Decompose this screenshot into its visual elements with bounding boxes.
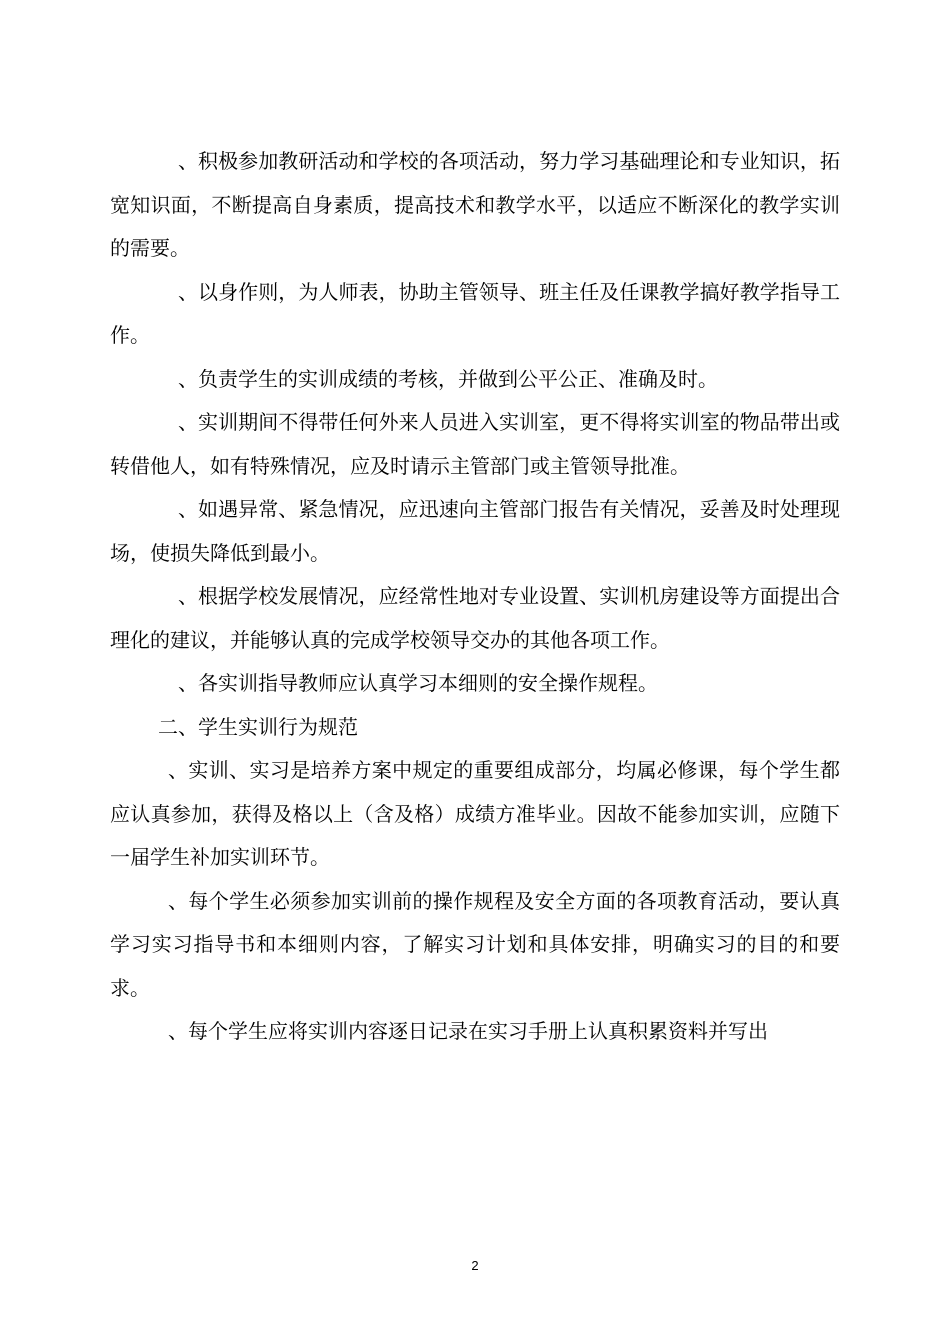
paragraph-teacher-assessment: 、负责学生的实训成绩的考核，并做到公平公正、准确及时。 <box>178 366 718 391</box>
paragraph-teacher-study: 、积极参加教研活动和学校的各项活动，努力学习基础理论和专业知识，拓宽知识面，不断提高自身素质，提高技术和教学水平，以适应不断深化的教学实训的需要。 <box>110 149 840 260</box>
paragraph-teacher-emergency: 、如遇异常、紧急情况，应迅速向主管部门报告有关情况，妥善及时处理现场，使损失降低到最小。 <box>110 497 840 565</box>
document-body <box>110 140 840 1054</box>
paragraph-teacher-visitors: 、实训期间不得带任何外来人员进入实训室，更不得将实训室的物品带出或转借他人，如有特殊情况，应及时请示主管部门或主管领导批准。 <box>110 410 840 478</box>
page-number: 2 <box>471 1258 479 1273</box>
section-heading-student-conduct: 二、学生实训行为规范 <box>158 714 358 739</box>
paragraph-teacher-safety: 、各实训指导教师应认真学习本细则的安全操作规程。 <box>178 671 658 695</box>
paragraph-student-required: 、实训、实习是培养方案中规定的重要组成部分，均属必修课，每个学生都应认真参加，获得及格以上（含及格）成绩方准毕业。因故不能参加实训，应随下一届学生补加实训环节。 <box>110 758 840 869</box>
paragraph-teacher-example: 、以身作则，为人师表，协助主管领导、班主任及任课教学搞好教学指导工作。 <box>110 279 840 347</box>
paragraph-teacher-suggestions: 、根据学校发展情况，应经常性地对专业设置、实训机房建设等方面提出合理化的建议，并能够认真的完成学校领导交办的其他各项工作。 <box>110 584 840 652</box>
paragraph-student-records: 、每个学生应将实训内容逐日记录在实习手册上认真积累资料并写出 <box>168 1019 768 1043</box>
paragraph-student-education: 、每个学生必须参加实训前的操作规程及安全方面的各项教育活动，要认真学习实习指导书和本细则内容，了解实习计划和具体安排，明确实习的目的和要求。 <box>110 888 840 1000</box>
